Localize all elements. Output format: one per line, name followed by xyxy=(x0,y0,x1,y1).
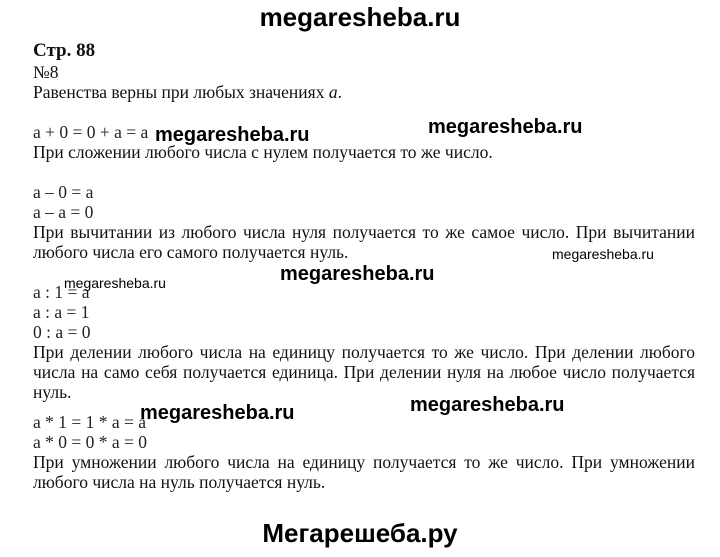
watermark-top: megaresheba.ru xyxy=(259,2,461,32)
equation-subtraction-zero: a – 0 = a xyxy=(33,182,94,202)
rule-multiplication: При умножении любого числа на единицу получается то же число. При умножении любого числа на нуль получается нуль. xyxy=(33,452,695,492)
watermark-inline: megaresheba.ru xyxy=(64,275,166,291)
rule-division: При делении любого числа на единицу получается то же число. При делении любого числа на само себя получается единица. При делении нуля на любое число получается нуль. xyxy=(33,342,695,402)
watermark-inline: megaresheba.ru xyxy=(155,124,310,146)
equation-multiplication-zero: a * 0 = 0 * a = 0 xyxy=(33,432,148,452)
intro-prefix: Равенства верны при любых значениях xyxy=(33,82,325,102)
watermark-inline: megaresheba.ru xyxy=(410,394,565,416)
rule-subtraction: При вычитании из любого числа нуля получается то же самое число. При вычитании любого числа его самого получается нуль. xyxy=(33,222,695,262)
equation-division-zero: 0 : a = 0 xyxy=(33,322,91,342)
equation-subtraction-self: a – a = 0 xyxy=(33,202,94,222)
equation-division-one: a : 1 = a xyxy=(33,282,90,302)
watermark-bottom: Мегарешеба.ру xyxy=(262,518,458,548)
equation-multiplication-one: a * 1 = 1 * a = a xyxy=(33,412,147,432)
intro-variable: a xyxy=(328,82,338,102)
intro-suffix: . xyxy=(337,82,342,102)
page-reference: Стр. 88 xyxy=(33,40,96,61)
watermark-inline: megaresheba.ru xyxy=(280,263,435,285)
equation-division-self: a : a = 1 xyxy=(33,302,90,322)
intro-text xyxy=(33,82,695,102)
task-number: №8 xyxy=(33,62,59,82)
watermark-inline: megaresheba.ru xyxy=(140,402,295,424)
equation-addition: a + 0 = 0 + a = a xyxy=(33,122,149,142)
watermark-inline: megaresheba.ru xyxy=(552,246,654,262)
watermark-inline: megaresheba.ru xyxy=(428,116,583,138)
rule-addition: При сложении любого числа с нулем получается то же число. xyxy=(33,142,493,162)
